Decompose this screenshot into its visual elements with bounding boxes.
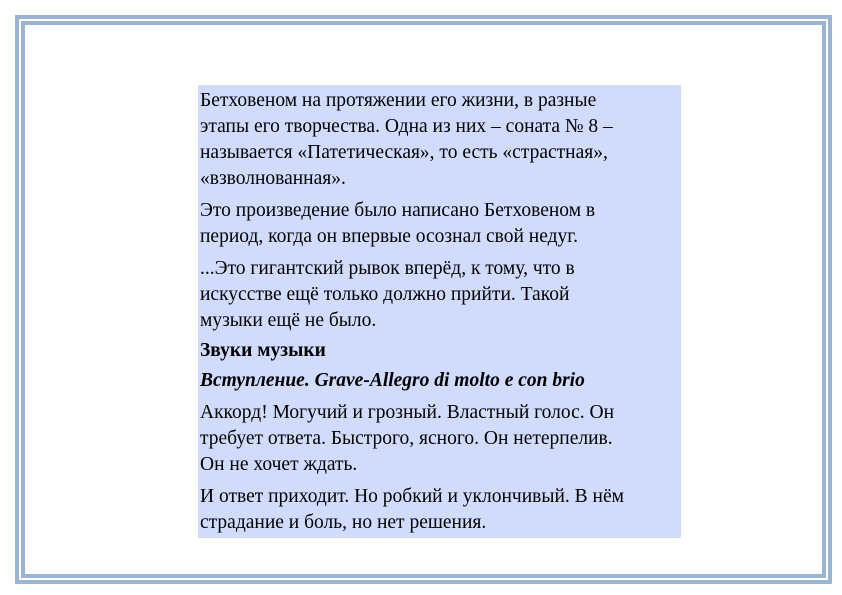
text-line: период, когда он впервые осознал свой недуг. (200, 226, 578, 247)
text-line: страдание и боль, но нет решения. (200, 512, 487, 533)
text-line: И ответ приходит. Но робкий и уклончивый. В нём (200, 486, 624, 507)
paragraph-composition (200, 198, 681, 250)
paragraph-leap (200, 256, 681, 334)
paragraph-answer (200, 484, 681, 536)
text-line: Это произведение было написано Бетховеном в (200, 200, 596, 221)
subheading-introduction (200, 368, 681, 394)
text-line: «взволнованная». (200, 168, 346, 189)
text-line: искусстве ещё только должно прийти. Такой (200, 284, 570, 305)
text-line: Аккорд! Могучий и грозный. Властный голос. Он (200, 402, 615, 423)
text-line: Вступление. Grave-Allegro di molto e con brio (200, 370, 585, 391)
text-line: называется «Патетическая», то есть «страстная», (200, 142, 608, 163)
text-line: Звуки музыки (200, 340, 326, 361)
text-line: Он не хочет ждать. (200, 454, 358, 475)
paragraph-intro (200, 88, 681, 192)
text-line: этапы его творчества. Одна из них – соната № 8 – (200, 116, 613, 137)
text-line: Бетховеном на протяжении его жизни, в разные (200, 90, 597, 111)
section-heading (200, 338, 681, 364)
text-box (198, 85, 681, 538)
text-line: ...Это гигантский рывок вперёд, к тому, что в (200, 258, 575, 279)
text-line: музыки ещё не было. (200, 310, 377, 331)
text-line: требует ответа. Быстрого, ясного. Он нетерпелив. (200, 428, 613, 449)
paragraph-chord (200, 400, 681, 478)
